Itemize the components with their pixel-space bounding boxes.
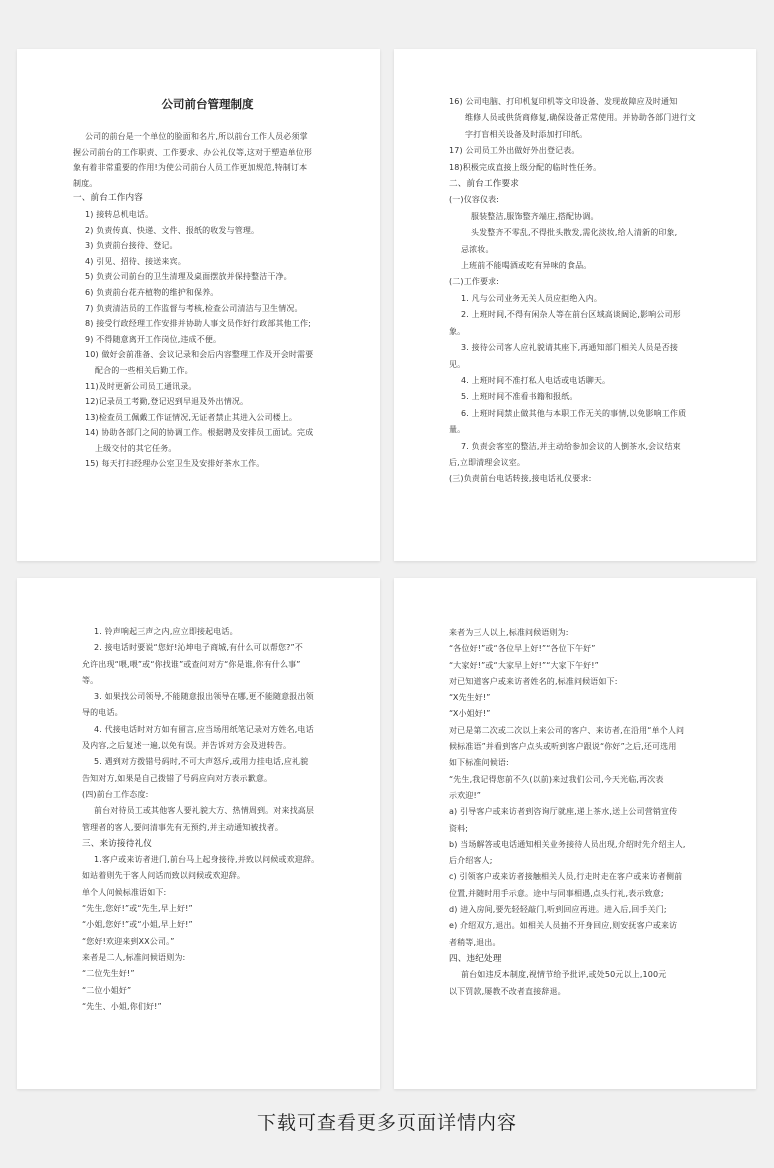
text-line: 允许出现“喂,喂”或“你找谁”或查问对方“你是谁,你有什么事” (82, 659, 301, 669)
text-line: 4. 上班时间不准打私人电话或电话聊天。 (461, 375, 611, 385)
text-line: 字打盲相关设备及时添加打印纸。 (465, 129, 588, 139)
text-line: 3. 接待公司客人应礼貌请其座下,再通知部门相关人员是否接 (461, 343, 679, 353)
section-heading: 三、来访接待礼仪 (82, 838, 152, 849)
text-line: 象。 (449, 326, 466, 336)
text-line: 头发整齐不零乱,不得批头散发,需化淡妆,给人清新的印象, (471, 228, 678, 238)
text-line: 公司的前台是一个单位的脸面和名片,所以前台工作人员必须掌 (85, 132, 308, 141)
text-line: d) 进入房间,要先轻轻敲门,听到回应再进。进入后,回手关门; (449, 905, 667, 915)
page-3-text (82, 624, 350, 1015)
text-line: 前台对待员工或其他客人要礼貌大方、热情周到。对来找高层 (94, 806, 315, 816)
text-line: “X小姐好!” (449, 709, 491, 719)
text-line: 如下标准问候语: (449, 758, 509, 768)
section-heading: 一、前台工作内容 (73, 193, 143, 204)
text-line: 5. 上班时间不准看书籍和报纸。 (461, 392, 578, 402)
text-line: 1. 铃声响起三声之内,应立即接起电话。 (94, 627, 238, 636)
text-line: “X先生好!” (449, 693, 491, 703)
text-line: 位置,并随时用手示意。途中与同事相遇,点头行礼,表示致意; (449, 888, 664, 898)
text-line: 5. 遇到对方拨错号码时,不可大声怒斥,或用力挂电话,应礼貌 (94, 757, 309, 767)
text-line: 2. 上班时间,不得有闲杂人等在前台区域高谈阔论,影响公司形 (461, 310, 681, 320)
text-line: 4. 代接电话时对方如有留言,应当场用纸笔记录对方姓名,电话 (94, 724, 314, 734)
text-line: 示欢迎!” (449, 790, 482, 800)
text-line: 服装整洁,服饰整齐端庄,搭配协调。 (471, 211, 599, 221)
text-line: 6. 上班时间禁止做其他与本职工作无关的事情,以免影响工作质 (461, 408, 687, 418)
text-line: 对已知道客户或来访者姓名的,标准问候语如下: (449, 676, 618, 686)
text-line: 单个人问候标准语如下: (82, 887, 167, 897)
text-line: “二位小姐好” (82, 985, 132, 995)
text-line: 上级交付的其它任务。 (95, 443, 177, 453)
text-line: 告知对方,如果是自己拨错了号码应向对方表示歉意。 (82, 773, 273, 783)
text-line: 15) 每天打扫经理办公室卫生及安排好茶水工作。 (85, 459, 265, 469)
text-line: (二)工作要求: (449, 277, 500, 287)
text-line: “您好!欢迎来到XX公司。” (82, 936, 175, 946)
text-line: e) 介绍双方,退出。如相关人员抽不开身回应,则安抚客户或来访 (449, 921, 678, 931)
document-page-4 (394, 578, 756, 1089)
text-line: 2) 负责传真、快递、文件、报纸的收发与管理。 (85, 225, 260, 235)
text-line: “二位先生好!” (82, 969, 135, 979)
text-line: 3) 负责前台接待、登记。 (85, 241, 178, 251)
text-line: 4) 引见、招待、接送来宾。 (85, 256, 186, 266)
text-line: 3. 如果找公司领导,不能随意报出领导在哪,更不能随意报出领 (94, 692, 314, 702)
text-line: 18)积极完成直接上级分配的临时性任务。 (449, 162, 602, 172)
document-page-1 (17, 49, 380, 561)
document-title: 公司前台管理制度 (161, 97, 254, 111)
text-line: 2. 接电话时要说“您好!沁坤电子商城,有什么可以帮您?”不 (94, 643, 303, 653)
text-line: 7) 负责清洁员的工作监督与考核,检查公司清洁与卫生情况。 (85, 303, 303, 313)
text-line: 配合的一些相关后勤工作。 (95, 365, 193, 375)
text-line: 来者为三人以上,标准问候语则为: (449, 628, 569, 637)
text-line: 对已是第二次或二次以上来公司的客户、来访者,在沿用“单个人问 (449, 725, 685, 735)
text-line: 1.客户或来访者进门,前台马上起身接待,并致以问候或欢迎辞。 (94, 855, 320, 865)
text-line: (一)仪容仪表: (449, 195, 500, 205)
text-line: 及内容,之后复述一遍,以免有误。并告诉对方会及进转告。 (82, 741, 292, 751)
document-page-3 (17, 578, 380, 1089)
text-line: 忌浓妆。 (461, 244, 494, 254)
text-line: 16) 公司电脑、打印机复印机等文印设备、发现故障应及时通知 (449, 97, 678, 106)
text-line: 5) 负责公司前台的卫生清理及桌面摆放并保持整洁干净。 (85, 272, 292, 282)
text-line: 见。 (449, 359, 466, 369)
text-line: 12)记录员工考勤,登记迟到早退及外出情况。 (85, 397, 249, 407)
page-4-text (449, 625, 730, 1000)
text-line: 导的电话。 (82, 708, 123, 718)
text-line: 6) 负责前台花卉植物的维护和保养。 (85, 287, 219, 297)
text-line: 上班前不能喝酒或吃有异味的食品。 (461, 261, 592, 271)
text-line: b) 当场解答或电话通知相关业务接待人员出现,介绍时先介绍主人, (449, 839, 686, 849)
text-line: 前台如违反本制度,视情节给予批评,或处50元以上,100元 (461, 970, 667, 980)
text-line: 17) 公司员工外出做好外出登记表。 (449, 146, 580, 156)
text-line: c) 引领客户或来访者接触相关人员,行走时走在客户或来访者侧前 (449, 872, 683, 882)
text-line: (四)前台工作态度: (82, 789, 149, 799)
text-line: 者稍等,退出。 (449, 937, 501, 947)
text-line: 量。 (449, 425, 466, 435)
text-line: 1) 接转总机电话。 (85, 209, 154, 219)
text-line: “先生、小姐,你们好!” (82, 1001, 162, 1011)
text-line: “先生,我记得您前不久(以前)来过我们公司,今天光临,再次表 (449, 774, 664, 784)
text-line: 1. 凡与公司业务无关人员应拒绝入内。 (461, 293, 603, 303)
text-line: 10) 做好会前准备、会议记录和会后内容整理工作及开会时需要 (85, 350, 314, 360)
text-line: 后,立即清理会议室。 (449, 457, 526, 467)
text-line: 维修人员或供货商修复,确保设备正常使用。并协助各部门进行文 (465, 113, 696, 123)
text-line: 9) 不得随意离开工作岗位,违成不便。 (85, 334, 222, 344)
text-line: 来者是二人,标准问候语则为: (82, 952, 186, 962)
document-page-2 (394, 49, 756, 561)
text-line: 8) 接受行政经理工作安排并协助人事文员作好行政部其他工作; (85, 319, 311, 329)
text-line: “先生,您好!”或“先生,早上好!” (82, 904, 193, 914)
text-line: 等。 (82, 675, 99, 685)
text-line: 后介绍客人; (449, 856, 493, 866)
page-2-text (449, 94, 728, 488)
text-line: 制度。 (73, 178, 98, 188)
text-line: 资料; (449, 823, 469, 833)
text-line: 7. 负责会客室的整洁,并主动给参加会议的人倒茶水,会议结束 (461, 441, 681, 451)
text-line: a) 引导客户或来访者到咨询厅就座,递上茶水,送上公司营销宣传 (449, 807, 678, 817)
download-more-caption[interactable]: 下载可查看更多页面详情内容 (256, 1112, 517, 1134)
section-heading: 四、违纪处理 (449, 953, 502, 964)
page-1-text (73, 129, 350, 472)
text-line: 13)检查员工佩戴工作证情况,无证者禁止其进入公司楼上。 (85, 412, 298, 422)
text-line: “大家好!”或“大家早上好!”“大家下午好!” (449, 660, 599, 670)
text-line: 如站着则先于客人问话而致以问候或欢迎辞。 (82, 871, 245, 881)
text-line: 管理者的客人,要问清事先有无预约,并主动通知被找者。 (82, 822, 283, 832)
text-line: 象有着非常重要的作用!为使公司前台人员工作更加规范,特制订本 (73, 163, 308, 173)
text-line: 握公司前台的工作职责、工作要求、办公礼仪等,这对于塑造单位形 (73, 147, 313, 157)
section-heading: 二、前台工作要求 (449, 179, 519, 190)
text-line: “小姐,您好!”或“小姐,早上好!” (82, 920, 193, 930)
text-line: 14) 协助各部门之间的协调工作。根据聘及安排员工面试。完成 (85, 428, 314, 438)
text-line: 以下罚款,屡教不改者直接辞退。 (449, 986, 566, 996)
text-line: 11)及时更新公司员工通讯录。 (85, 381, 197, 391)
text-line: “各位好!”或“各位早上好!”“各位下午好” (449, 644, 596, 654)
text-line: 候标准语”并看到客户点头或听到客户跟说“你好”之后,还可选用 (449, 742, 677, 752)
text-line: (三)负责前台电话转接,接电话礼仪要求: (449, 474, 592, 484)
